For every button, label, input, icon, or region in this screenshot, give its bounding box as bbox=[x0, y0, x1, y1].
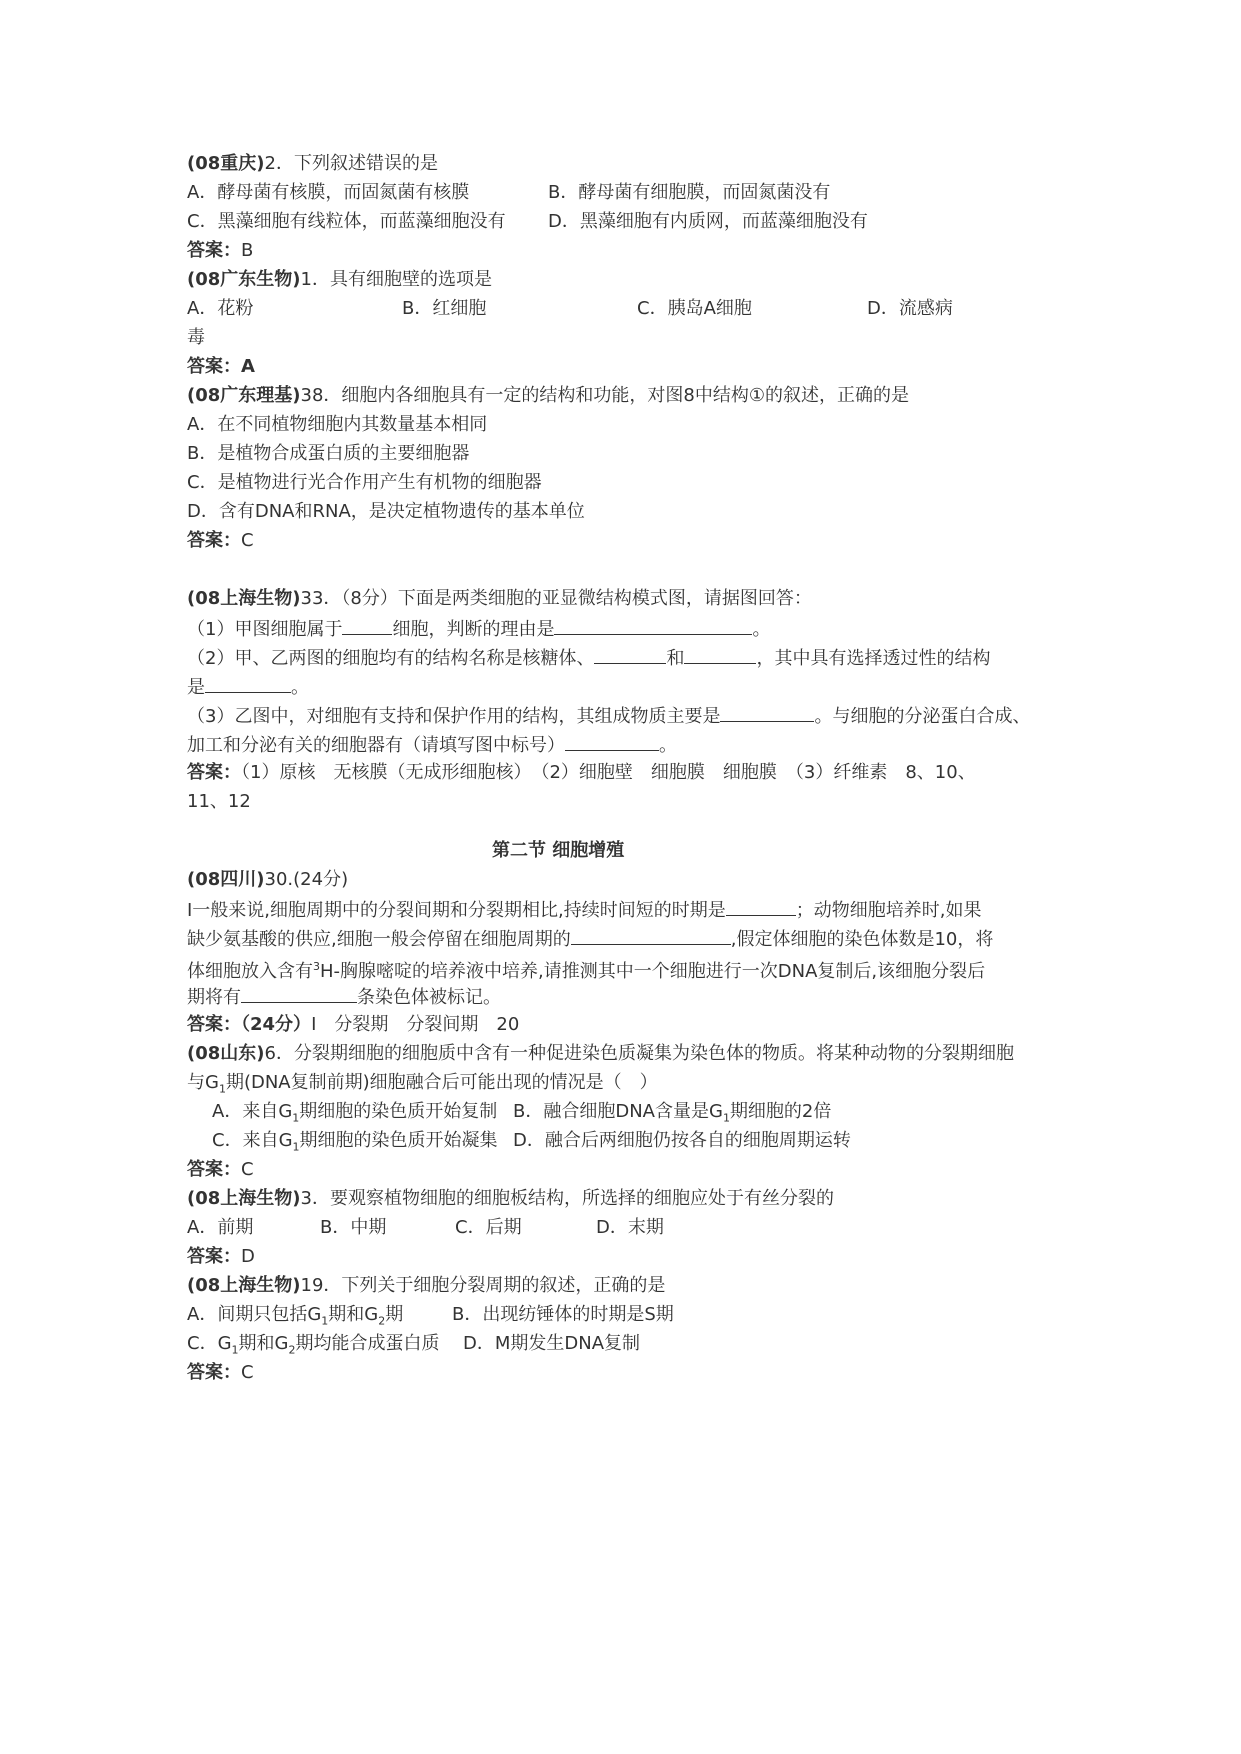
option-c: C．是植物进行光合作用产生有机物的细胞器 bbox=[187, 472, 542, 493]
fill-blank bbox=[594, 645, 666, 664]
option-c bbox=[187, 1332, 439, 1356]
subscript: 1 bbox=[292, 1140, 300, 1154]
text: 。与细胞的分泌蛋白合成、 bbox=[814, 706, 1031, 727]
text: 细胞，判断的理由是 bbox=[392, 619, 555, 640]
option-b: B．红细胞 bbox=[402, 298, 487, 319]
superscript: 3 bbox=[313, 960, 320, 973]
answer-line bbox=[187, 355, 255, 379]
question-source: (08四川) bbox=[187, 869, 265, 890]
question-source: (08上海生物) bbox=[187, 1188, 301, 1209]
text: A．间期只包括G bbox=[187, 1304, 322, 1325]
question-6-stem bbox=[187, 1042, 1014, 1066]
fill-blank bbox=[342, 616, 392, 635]
fill-blank bbox=[565, 732, 659, 751]
option-d-continued: 毒 bbox=[187, 327, 205, 348]
answer-line bbox=[187, 1158, 254, 1182]
text: 期将有 bbox=[187, 987, 241, 1008]
answer-value: C bbox=[241, 1159, 254, 1180]
answer-value: C bbox=[241, 1362, 254, 1383]
text: ，其中具有选择透过性的结构 bbox=[756, 648, 991, 669]
subscript: 1 bbox=[231, 1343, 239, 1357]
answer-label: 答案： bbox=[187, 1246, 241, 1267]
question-2-stem bbox=[187, 268, 492, 292]
text: 。 bbox=[291, 677, 309, 698]
answer-line bbox=[187, 1245, 255, 1269]
answer-label: 答案： bbox=[187, 1014, 241, 1035]
answer-label: 答案： bbox=[187, 240, 241, 261]
question-text: 19．下列关于细胞分裂周期的叙述，正确的是 bbox=[300, 1275, 666, 1296]
option-b: B．中期 bbox=[320, 1217, 387, 1238]
fill-blank bbox=[726, 897, 796, 916]
question-5-line-2 bbox=[187, 926, 993, 950]
text: （2）甲、乙两图的细胞均有的结构名称是核糖体、 bbox=[187, 648, 595, 669]
text: 加工和分泌有关的细胞器有（请填写图中标号） bbox=[187, 735, 565, 756]
text: 与G bbox=[187, 1072, 219, 1093]
question-4-part-1 bbox=[187, 616, 770, 640]
option-c bbox=[212, 1129, 498, 1153]
subscript: 1 bbox=[722, 1111, 730, 1125]
question-source: (08重庆) bbox=[187, 153, 265, 174]
fill-blank bbox=[241, 984, 357, 1003]
text: 体细胞放入含有 bbox=[187, 961, 313, 982]
question-4-part-3 bbox=[187, 703, 1030, 727]
answer-value: B bbox=[241, 240, 254, 261]
question-5-stem bbox=[187, 868, 348, 892]
subscript: 2 bbox=[288, 1343, 296, 1357]
answer-line bbox=[187, 1013, 519, 1037]
question-5-line-4 bbox=[187, 984, 501, 1008]
option-b bbox=[513, 1100, 831, 1131]
question-4-part-3-cont bbox=[187, 732, 677, 756]
option-d: D．融合后两细胞仍按各自的细胞周期运转 bbox=[513, 1130, 851, 1151]
question-4-part-2-cont bbox=[187, 674, 309, 698]
option-d: D．黑藻细胞有内质网，而蓝藻细胞没有 bbox=[548, 211, 868, 232]
option-a bbox=[187, 1303, 403, 1327]
text: 期细胞的染色质开始复制 bbox=[299, 1101, 498, 1122]
answer-value: （1）原核 无核膜（无成形细胞核） （2）细胞壁 细胞膜 细胞膜 （3）纤维素 8、10、 bbox=[241, 762, 976, 783]
text: （3）乙图中，对细胞有支持和保护作用的结构，其组成物质主要是 bbox=[187, 706, 721, 727]
text: 缺少氨基酸的供应,细胞一般会停留在细胞周期的 bbox=[187, 929, 571, 950]
text: C．来自G bbox=[212, 1130, 293, 1151]
answer-value: C bbox=[241, 530, 254, 551]
text: 期(DNA复制前期)细胞融合后可能出现的情况是（ ） bbox=[225, 1072, 658, 1093]
question-source: (08上海生物) bbox=[187, 588, 301, 609]
answer-label: 答案： bbox=[187, 1362, 241, 1383]
question-4-part-2 bbox=[187, 645, 990, 669]
answer-score: （24分） bbox=[241, 1014, 312, 1035]
option-a bbox=[212, 1100, 497, 1124]
question-source: (08广东生物) bbox=[187, 269, 301, 290]
answer-label: 答案： bbox=[187, 356, 241, 377]
option-a: A．前期 bbox=[187, 1217, 254, 1238]
text: Ⅰ一般来说,细胞周期中的分裂间期和分裂期相比,持续时间短的时期是 bbox=[187, 900, 726, 921]
fill-blank bbox=[571, 926, 731, 945]
text: ,假定体细胞的染色体数是10，将 bbox=[730, 929, 994, 950]
question-4-stem bbox=[187, 587, 812, 611]
option-d: D．含有DNA和RNA，是决定植物遗传的基本单位 bbox=[187, 501, 585, 522]
text: H-胸腺嘧啶的培养液中培养,请推测其中一个细胞进行一次DNA复制后,该细胞分裂后 bbox=[320, 961, 986, 982]
answer-continued: 11、12 bbox=[187, 791, 251, 812]
question-text: 6．分裂期细胞的细胞质中含有一种促进染色质凝集为染色体的物质。将某种动物的分裂期细胞 bbox=[264, 1043, 1014, 1064]
text: C．G bbox=[187, 1333, 232, 1354]
answer-line bbox=[187, 239, 253, 263]
question-text: 2．下列叙述错误的是 bbox=[264, 153, 438, 174]
question-source: (08山东) bbox=[187, 1043, 265, 1064]
fill-blank bbox=[684, 645, 756, 664]
question-5-line-3 bbox=[187, 955, 986, 982]
option-a: A．花粉 bbox=[187, 298, 254, 319]
answer-value: D bbox=[241, 1246, 255, 1267]
answer-line bbox=[187, 529, 254, 553]
text: B．融合细胞DNA含量是G bbox=[513, 1101, 723, 1122]
option-b: B．酵母菌有细胞膜，而固氮菌没有 bbox=[548, 182, 831, 203]
subscript: 1 bbox=[292, 1111, 300, 1125]
fill-blank bbox=[554, 616, 752, 635]
text: 期细胞的2倍 bbox=[729, 1101, 832, 1122]
fill-blank bbox=[720, 703, 814, 722]
answer-value: Ⅰ 分裂期 分裂间期 20 bbox=[311, 1014, 520, 1035]
question-text: 3．要观察植物细胞的细胞板结构，所选择的细胞应处于有丝分裂的 bbox=[300, 1188, 834, 1209]
option-d: D．流感病 bbox=[867, 298, 953, 319]
text: 和 bbox=[666, 648, 685, 669]
option-c: C．胰岛A细胞 bbox=[637, 298, 752, 319]
question-text: 33．（8分）下面是两类细胞的亚显微结构模式图，请据图回答： bbox=[300, 588, 812, 609]
text: （1）甲图细胞属于 bbox=[187, 619, 343, 640]
subscript: 1 bbox=[321, 1314, 329, 1328]
option-a: A．在不同植物细胞内其数量基本相同 bbox=[187, 414, 488, 435]
text: 期 bbox=[385, 1304, 404, 1325]
question-6-stem-cont bbox=[187, 1071, 658, 1095]
question-text: 1．具有细胞壁的选项是 bbox=[300, 269, 492, 290]
question-text: 30.(24分) bbox=[264, 869, 349, 890]
text: 条染色体被标记。 bbox=[357, 987, 501, 1008]
text: 。 bbox=[752, 619, 771, 640]
answer-label: 答案： bbox=[187, 530, 241, 551]
option-d: D．末期 bbox=[596, 1217, 664, 1238]
text: 。 bbox=[659, 735, 677, 756]
question-8-stem bbox=[187, 1274, 665, 1298]
option-b: B．出现纺锤体的时期是S期 bbox=[452, 1304, 674, 1325]
text: 期均能合成蛋白质 bbox=[295, 1333, 440, 1354]
question-5-line-1 bbox=[187, 897, 981, 921]
text: A．来自G bbox=[212, 1101, 293, 1122]
subscript: 1 bbox=[218, 1082, 226, 1096]
section-title: 第二节 细胞增殖 bbox=[492, 840, 625, 861]
question-source: (08上海生物) bbox=[187, 1275, 301, 1296]
answer-value: A bbox=[241, 356, 255, 377]
option-c: C．黑藻细胞有线粒体，而蓝藻细胞没有 bbox=[187, 211, 506, 232]
text: 期和G bbox=[328, 1304, 379, 1325]
option-c: C．后期 bbox=[455, 1217, 522, 1238]
option-d: D．M期发生DNA复制 bbox=[463, 1333, 641, 1354]
question-1-stem bbox=[187, 152, 438, 176]
answer-label: 答案： bbox=[187, 1159, 241, 1180]
option-b: B．是植物合成蛋白质的主要细胞器 bbox=[187, 443, 470, 464]
text: 期和G bbox=[238, 1333, 289, 1354]
answer-label: 答案： bbox=[187, 762, 241, 783]
question-7-stem bbox=[187, 1187, 834, 1211]
option-a: A．酵母菌有核膜，而固氮菌有核膜 bbox=[187, 182, 470, 203]
text: ；动物细胞培养时,如果 bbox=[795, 900, 982, 921]
question-3-stem bbox=[187, 384, 909, 408]
text: 是 bbox=[187, 677, 205, 698]
question-source: (08广东理基) bbox=[187, 385, 301, 406]
question-text: 38．细胞内各细胞具有一定的结构和功能，对图8中结构①的叙述，正确的是 bbox=[300, 385, 910, 406]
fill-blank bbox=[205, 674, 291, 693]
answer-line bbox=[187, 761, 976, 785]
text: 期细胞的染色质开始凝集 bbox=[299, 1130, 498, 1151]
subscript: 2 bbox=[378, 1314, 386, 1328]
answer-line bbox=[187, 1361, 254, 1385]
